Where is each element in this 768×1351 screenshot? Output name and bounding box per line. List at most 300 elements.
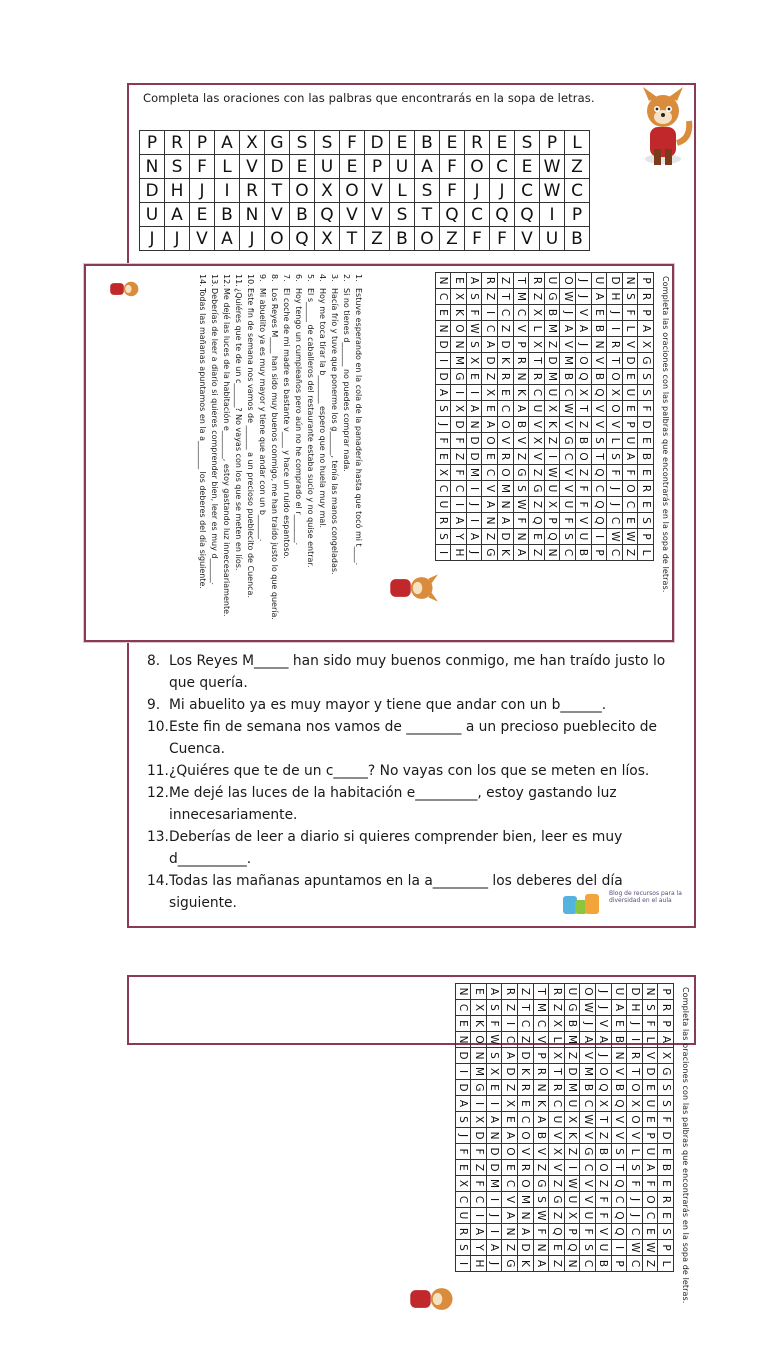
grid-cell: I [486,1096,502,1112]
grid-cell: A [450,513,466,529]
grid-cell: R [481,273,497,289]
grid-cell: G [637,353,653,369]
grid-cell: R [548,984,564,1000]
grid-cell: A [470,1224,486,1240]
grid-cell: B [559,369,575,385]
grid-cell: F [513,513,529,529]
grid-cell: U [564,984,580,1000]
grid-cell: Z [497,273,513,289]
grid-cell: P [513,337,529,353]
grid-cell: Q [575,369,591,385]
grid-cell: N [435,273,451,289]
grid-cell: M [497,481,513,497]
grid-cell: V [365,203,390,227]
grid-cell: N [591,337,607,353]
grid-cell: N [435,321,451,337]
grid-cell: E [528,529,544,545]
grid-cell: H [450,545,466,561]
grid-cell: R [501,984,517,1000]
grid-cell: F [642,1016,658,1032]
grid-cell: A [611,1000,627,1016]
grid-cell: F [579,1224,595,1240]
grid-cell: D [642,1064,658,1080]
grid-cell: B [611,1032,627,1048]
grid-cell: W [642,1240,658,1256]
grid-cell: O [517,1128,533,1144]
grid-cell: U [390,155,415,179]
grid-cell: S [642,1000,658,1016]
grid-cell: E [591,305,607,321]
grid-cell: N [481,513,497,529]
grid-cell: G [544,289,560,305]
grid-cell: V [548,1160,564,1176]
grid-cell: Q [515,203,540,227]
grid-cell: C [470,1192,486,1208]
grid-cell: C [481,465,497,481]
grid-cell: B [564,1016,580,1032]
grid-cell: X [544,497,560,513]
grid-cell: I [470,1096,486,1112]
grid-cell: K [450,305,466,321]
grid-cell: C [611,1192,627,1208]
grid-cell: F [622,305,638,321]
grid-cell: Q [595,1080,611,1096]
grid-cell: I [470,1208,486,1224]
grid-cell: W [564,1176,580,1192]
grid-cell: E [470,984,486,1000]
grid-cell: R [637,289,653,305]
grid-cell: K [497,545,513,561]
rotated-instructions: Completa las oraciones con las palbras que encontrarás en la sopa de letras. [661,276,670,593]
grid-cell: L [622,321,638,337]
grid-cell: T [591,449,607,465]
grid-cell: D [622,353,638,369]
grid-cell: O [290,179,315,203]
grid-cell: W [626,1240,642,1256]
grid-cell: B [637,449,653,465]
grid-cell: S [466,337,482,353]
grid-cell: S [466,289,482,305]
grid-cell: Q [611,1096,627,1112]
grid-cell: X [315,227,340,251]
grid-cell: E [450,273,466,289]
grid-cell: A [517,1224,533,1240]
grid-cell: D [486,1160,502,1176]
grid-cell: S [611,1144,627,1160]
grid-cell: J [626,1016,642,1032]
grid-cell: F [450,465,466,481]
grid-cell: X [470,1000,486,1016]
grid-cell: U [611,984,627,1000]
grid-cell: X [657,1048,673,1064]
grid-cell: K [544,417,560,433]
grid-cell: W [606,529,622,545]
grid-cell: O [497,465,513,481]
grid-cell: U [575,529,591,545]
grid-cell: K [497,353,513,369]
grid-cell: T [340,227,365,251]
grid-cell: N [513,369,529,385]
grid-cell: P [637,529,653,545]
grid-cell: X [548,1016,564,1032]
grid-cell: Z [501,1080,517,1096]
grid-cell: D [435,369,451,385]
grid-cell: D [265,155,290,179]
grid-cell: E [486,1080,502,1096]
grid-cell: J [490,179,515,203]
grid-cell: V [579,1192,595,1208]
grid-cell: E [548,1240,564,1256]
grid-cell: E [435,305,451,321]
grid-cell: X [466,353,482,369]
grid-cell: V [533,1032,549,1048]
question-item: 12. Me dejé las luces de la habitación e_______, estoy gastando luz innecesariamente. [222,274,231,617]
grid-cell: F [440,155,465,179]
grid-cell: F [595,1208,611,1224]
grid-cell: R [517,1160,533,1176]
grid-cell: B [579,1080,595,1096]
grid-cell: D [140,179,165,203]
grid-cell: Z [470,1160,486,1176]
grid-cell: I [501,1016,517,1032]
grid-cell: G [470,1080,486,1096]
grid-cell: N [486,1128,502,1144]
grid-cell: E [611,1016,627,1032]
grid-cell: D [435,337,451,353]
grid-cell: C [579,1160,595,1176]
grid-cell: D [455,1080,471,1096]
grid-cell: B [533,1128,549,1144]
grid-cell: N [517,1208,533,1224]
grid-cell: X [544,401,560,417]
grid-cell: N [497,497,513,513]
grid-cell: E [290,155,315,179]
grid-cell: D [486,1144,502,1160]
grid-cell: A [591,289,607,305]
grid-cell: F [455,1144,471,1160]
grid-cell: J [606,305,622,321]
grid-cell: B [595,1256,611,1272]
grid-cell: N [501,1224,517,1240]
grid-cell: L [642,1032,658,1048]
grid-cell: I [466,385,482,401]
grid-cell: Q [591,513,607,529]
grid-cell: C [455,1192,471,1208]
grid-cell: Q [544,529,560,545]
grid-cell: X [481,385,497,401]
question-item: 7. El coche de mi madre es bastante v____ y hace un ruido espantoso. [282,274,291,559]
grid-cell: R [528,273,544,289]
grid-cell: E [657,1208,673,1224]
grid-cell: G [548,1192,564,1208]
grid-cell: G [481,545,497,561]
grid-cell: R [637,481,653,497]
grid-cell: J [595,1000,611,1016]
instructions: Completa las oraciones con las palbras que encontrarás en la sopa de letras. [143,91,595,105]
grid-cell: Z [517,984,533,1000]
grid-cell: Z [564,1144,580,1160]
grid-cell: R [657,1000,673,1016]
grid-cell: P [637,273,653,289]
grid-cell: F [470,1176,486,1192]
grid-cell: V [559,465,575,481]
grid-cell: C [497,305,513,321]
grid-cell: S [486,1048,502,1064]
grid-cell: E [622,401,638,417]
grid-cell: Z [481,369,497,385]
grid-cell: F [533,1224,549,1240]
grid-cell: C [455,1000,471,1016]
grid-cell: G [657,1064,673,1080]
grid-cell: R [240,179,265,203]
grid-cell: N [455,1032,471,1048]
question-item: 13. Deberías de leer a diario si quieres comprender bien, leer es muy d__________. [147,829,623,867]
grid-cell: Z [548,1208,564,1224]
grid-cell: F [435,433,451,449]
grid-cell: V [340,203,365,227]
fox-mascot-icon [633,87,693,175]
fox-mascot-icon [398,1277,458,1321]
grid-cell: G [528,481,544,497]
grid-cell: B [657,1160,673,1176]
grid-cell: A [481,417,497,433]
grid-cell: M [579,1064,595,1080]
grid-cell: R [165,131,190,155]
grid-cell: O [465,155,490,179]
grid-cell: Y [470,1240,486,1256]
grid-cell: I [611,1240,627,1256]
grid-cell: X [626,1096,642,1112]
grid-cell: L [548,1032,564,1048]
grid-cell: Q [591,465,607,481]
grid-cell: E [190,203,215,227]
grid-cell: S [591,433,607,449]
grid-cell: O [517,1176,533,1192]
grid-cell: S [390,203,415,227]
grid-cell: Q [591,385,607,401]
grid-cell: J [165,227,190,251]
grid-cell: U [564,1192,580,1208]
grid-cell: R [497,449,513,465]
grid-cell: D [544,353,560,369]
grid-cell: Z [501,1000,517,1016]
question-item: 14. Todas las mañanas apuntamos en la a_______ los deberes del día siguiente. [198,274,207,589]
grid-cell: N [544,545,560,561]
grid-cell: O [340,179,365,203]
grid-cell: J [190,179,215,203]
grid-cell: W [533,1208,549,1224]
grid-cell: R [497,369,513,385]
grid-cell: Z [642,1256,658,1272]
grid-cell: O [470,1032,486,1048]
grid-cell: P [190,131,215,155]
grid-cell: V [497,433,513,449]
grid-cell: N [564,1256,580,1272]
question-item: 8. Los Reyes M_____ han sido muy buenos conmigo, me han traído justo lo que quería. [147,653,666,691]
grid-cell: F [657,1112,673,1128]
grid-cell: D [470,1128,486,1144]
grid-cell: A [215,227,240,251]
grid-cell: B [513,417,529,433]
grid-cell: O [450,321,466,337]
grid-cell: C [501,1176,517,1192]
grid-cell: S [637,385,653,401]
grid-cell: X [548,1048,564,1064]
grid-cell: C [626,1256,642,1272]
grid-cell: A [622,449,638,465]
grid-cell: U [564,1096,580,1112]
grid-cell: O [481,433,497,449]
grid-cell: I [455,1064,471,1080]
grid-cell: J [595,1048,611,1064]
grid-cell: Z [548,1000,564,1016]
grid-cell: E [440,131,465,155]
grid-cell: B [575,545,591,561]
grid-cell: Z [528,289,544,305]
grid-cell: Z [365,227,390,251]
grid-cell: F [575,497,591,513]
grid-cell: X [528,337,544,353]
grid-cell: F [340,131,365,155]
grid-cell: F [642,1176,658,1192]
grid-cell: E [637,433,653,449]
grid-cell: E [340,155,365,179]
site-logo [561,890,691,920]
grid-cell: F [606,465,622,481]
grid-cell: F [637,401,653,417]
grid-cell: G [559,433,575,449]
next-page-word-search-grid [455,983,674,1272]
grid-cell: C [515,179,540,203]
grid-cell: Z [622,545,638,561]
grid-cell: A [533,1112,549,1128]
grid-cell: X [528,433,544,449]
grid-cell: M [564,1080,580,1096]
grid-cell: U [540,227,565,251]
grid-cell: A [215,131,240,155]
grid-cell: C [513,305,529,321]
grid-cell: E [517,1096,533,1112]
grid-cell: Y [450,529,466,545]
grid-cell: E [642,1112,658,1128]
grid-cell: V [591,353,607,369]
grid-cell: A [466,273,482,289]
grid-cell: X [435,465,451,481]
grid-cell: P [544,513,560,529]
grid-cell: I [450,497,466,513]
grid-cell: I [626,1032,642,1048]
grid-cell: M [470,1064,486,1080]
grid-cell: L [565,131,590,155]
grid-cell: X [240,131,265,155]
grid-cell: W [579,1000,595,1016]
grid-cell: S [637,369,653,385]
grid-cell: A [657,1032,673,1048]
grid-cell: J [486,1256,502,1272]
grid-cell: G [533,1176,549,1192]
grid-cell: C [517,1016,533,1032]
question-item: 5. El s_____ de caballeros del restaurante estaba sucio y no quise entrar. [306,274,315,568]
grid-cell: G [579,1144,595,1160]
grid-cell: N [240,203,265,227]
grid-cell: O [559,273,575,289]
grid-cell: A [481,337,497,353]
fox-mascot-small-icon [102,272,142,306]
grid-cell: L [215,155,240,179]
grid-cell: R [517,1080,533,1096]
grid-cell: E [637,465,653,481]
grid-cell: T [626,1064,642,1080]
grid-cell: V [575,513,591,529]
grid-cell: I [215,179,240,203]
grid-cell: E [637,497,653,513]
grid-cell: X [450,289,466,305]
grid-cell: D [517,1240,533,1256]
grid-cell: A [435,385,451,401]
grid-cell: E [657,1144,673,1160]
grid-cell: Q [611,1208,627,1224]
grid-cell: V [575,305,591,321]
grid-cell: J [486,1208,502,1224]
grid-cell: M [564,1032,580,1048]
grid-cell: J [606,481,622,497]
grid-cell: S [606,449,622,465]
grid-cell: S [435,401,451,417]
grid-cell: P [657,1016,673,1032]
grid-cell: D [564,1064,580,1080]
grid-cell: L [637,545,653,561]
grid-cell: B [390,227,415,251]
grid-cell: Q [490,203,515,227]
grid-cell: J [575,289,591,305]
grid-cell: V [591,417,607,433]
grid-cell: C [517,1112,533,1128]
grid-cell: T [575,401,591,417]
grid-cell: Z [595,1176,611,1192]
grid-cell: A [486,1240,502,1256]
grid-cell: Z [528,497,544,513]
grid-cell: A [497,513,513,529]
grid-cell: C [565,179,590,203]
grid-cell: F [626,1176,642,1192]
grid-cell: F [622,465,638,481]
grid-cell: S [455,1112,471,1128]
grid-cell: M [486,1176,502,1192]
grid-cell: P [642,1128,658,1144]
grid-cell: X [455,1176,471,1192]
grid-cell: P [564,1224,580,1240]
grid-cell: L [606,433,622,449]
grid-cell: D [657,1128,673,1144]
grid-cell: Z [517,1032,533,1048]
grid-cell: X [470,1112,486,1128]
grid-cell: N [140,155,165,179]
grid-cell: R [435,513,451,529]
grid-cell: B [415,131,440,155]
grid-cell: I [540,203,565,227]
grid-cell: P [140,131,165,155]
grid-cell: D [481,353,497,369]
grid-cell: F [486,1016,502,1032]
grid-cell: P [565,203,590,227]
grid-cell: A [533,1256,549,1272]
grid-cell: T [415,203,440,227]
grid-cell: V [595,1016,611,1032]
grid-cell: W [622,529,638,545]
grid-cell: O [626,1080,642,1096]
grid-cell: Q [548,1224,564,1240]
grid-cell: X [486,1064,502,1080]
